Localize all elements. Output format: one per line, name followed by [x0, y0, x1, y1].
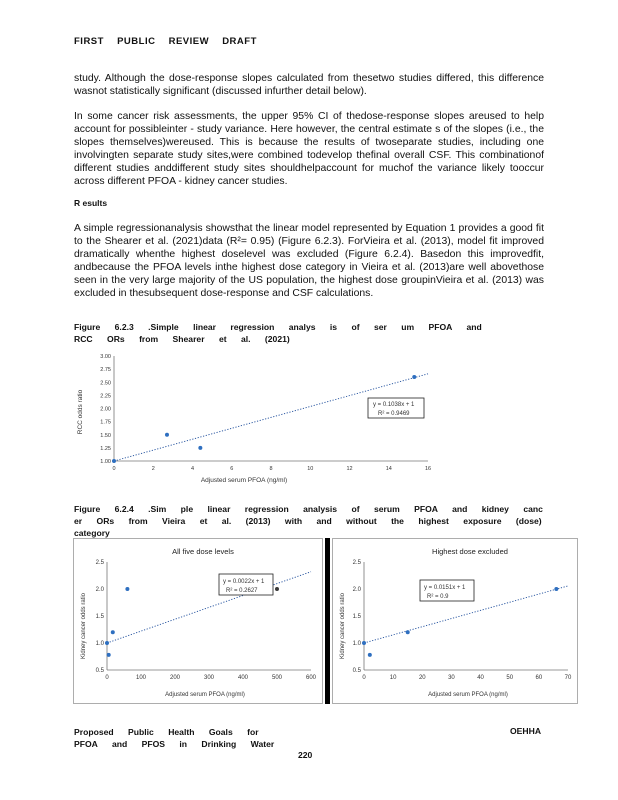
- fig1-data-point: [112, 459, 116, 463]
- fig2b-x-tick-label: 60: [535, 675, 543, 681]
- fig2a-x-tick-label: 0: [105, 675, 109, 681]
- fig2a-x-tick-label: 300: [203, 675, 215, 681]
- fig1-y-tick-label: 1.75: [100, 419, 111, 426]
- fig1-y-tick-label: 1.00: [100, 459, 111, 465]
- fig1-x-tick-label: 14: [385, 466, 392, 472]
- fig2b-y-tick-label: 0.5: [352, 668, 361, 674]
- fig1-y-tick-label: 2.75: [100, 367, 111, 374]
- fig2a-data-point: [105, 641, 109, 645]
- figure-6-2-4-caption: Figure 6.2.4 .Sim ple linear regression analysis of serum PFOA and kidney canc er ORs from Vieira et al. (2013) with and without the highest exposure (dose) category: [74, 504, 543, 538]
- fig2a-y-tick-label: 1.0: [95, 641, 104, 647]
- fig2a-x-tick-label: 100: [135, 675, 147, 681]
- footer-line-1: Proposed Public Health Goals for: [74, 727, 259, 737]
- fig2b-x-tick-label: 30: [448, 675, 455, 681]
- fig2-left-equation: y = 0.0022x + 1: [223, 579, 265, 585]
- paragraph-1: study. Although the dose-response slopes calculated from thesetwo studies differed, this difference wasnot statistically significant (discussed infurther detail below).: [74, 73, 544, 97]
- fig1-y-tick-label: 1.50: [100, 432, 111, 439]
- fig2a-y-tick-label: 2.5: [95, 560, 104, 566]
- fig2a-data-point: [275, 587, 279, 591]
- fig2a-x-tick-label: 600: [305, 675, 317, 681]
- fig2b-x-tick-label: 10: [389, 675, 397, 681]
- fig1-marks: [112, 374, 428, 463]
- fig2-left-xlabel: Adjusted serum PFOA (ng/ml): [165, 692, 245, 698]
- fig1-r2: R² = 0.9469: [378, 411, 410, 417]
- fig2b-data-point: [368, 653, 372, 657]
- fig2a-data-point: [111, 630, 115, 634]
- fig2-left-title: All five dose levels: [172, 547, 234, 556]
- fig2-right-title: Highest dose excluded: [432, 547, 508, 556]
- fig2b-y-tick-label: 2.5: [352, 560, 361, 566]
- figure-6-2-4-left-chart: [73, 538, 323, 704]
- fig2a-data-point: [125, 587, 129, 591]
- fig2b-x-tick-label: 50: [506, 675, 514, 681]
- figure-6-2-3-caption: Figure 6.2.3 .Simple linear regression analys is of ser um PFOA and RCC ORs from Shearer et al. (2021): [74, 322, 482, 344]
- fig2-right-xlabel: Adjusted serum PFOA (ng/ml): [428, 692, 508, 698]
- fig1-y-tick-label: 3.00: [100, 354, 111, 360]
- fig2a-x-tick-label: 200: [169, 675, 181, 681]
- fig2a-y-tick-label: 0.5: [95, 668, 104, 674]
- figure-6-2-3-chart: [76, 348, 456, 488]
- results-heading: R esults: [74, 198, 108, 208]
- fig2b-x-tick-label: 0: [362, 675, 366, 681]
- fig2a-x-tick-label: 500: [271, 675, 283, 681]
- fig1-data-point: [198, 446, 202, 450]
- fig2a-data-point: [107, 653, 111, 657]
- fig2b-data-point: [362, 641, 366, 645]
- fig2b-data-point: [554, 587, 558, 591]
- fig2b-x-tick-label: 40: [477, 675, 484, 681]
- fig1-x-tick-label: 8: [269, 466, 273, 472]
- fig1-y-tick-label: 2.25: [100, 393, 111, 400]
- fig1-equation: y = 0.1038x + 1: [373, 402, 415, 408]
- fig2b-y-tick-label: 2.0: [352, 587, 361, 593]
- fig1-x-tick-label: 12: [346, 466, 353, 472]
- fig1-x-tick-label: 2: [151, 466, 155, 472]
- paragraph-3: A simple regressionanalysis showsthat the linear model represented by Equation 1 provides a good fit to the Shearer et al. (2021)data (R²= 0.95) (Figure 6.2.3). ForVieira et al. (2013), model fit improved dramatically whenthe highest doselevel was excluded (Figure 6.2.4). Basedon this improvedfit, andbecause the PFOA levels inthe highest dose category in Vieira et al. (2013)are well abovethose seen in the very large majority of the US population, the highest dose groupinVieira et al. (2013) was excluded in thesubsequent dose-response and CSF calculations.: [74, 223, 544, 299]
- fig1-y-tick-label: 2.00: [100, 406, 111, 413]
- fig2b-data-point: [406, 630, 410, 634]
- fig2a-y-tick-label: 1.5: [95, 614, 104, 620]
- fig2b-x-tick-label: 20: [418, 675, 426, 681]
- paragraph-2: In some cancer risk assessments, the upper 95% CI of thedose-response slopes areused to help account for possibleinter - study variance. Here however, the central estimate s of the slopes (i.e., the slopes themselves)wereused. This is because the results of twoseparate studies, including one involvingten separate study sites,were combined todevelop thefinal overall CSF. This combinationof different studies anddifferent study sites shouldhelpaccount for muchof the variance likely tooccur across different PFOA - kidney cancer studies.: [74, 111, 544, 187]
- fig2-left-r2: R² = 0.2627: [226, 588, 258, 594]
- fig2b-y-tick-label: 1.0: [352, 641, 361, 647]
- fig1-x-tick-label: 4: [190, 466, 195, 472]
- footer-agency: OEHHA: [510, 726, 542, 736]
- fig2-left-ylabel: Kidney cancer odds ratio: [81, 592, 87, 660]
- fig1-data-point: [412, 375, 416, 379]
- running-header: FIRST PUBLIC REVIEW DRAFT: [74, 36, 257, 47]
- panel-divider: [325, 538, 330, 704]
- fig1-y-tick-label: 1.25: [100, 445, 111, 452]
- fig2b-y-tick-label: 1.5: [352, 614, 361, 620]
- fig1-y-tick-label: 2.50: [100, 380, 111, 387]
- fig1-x-tick-label: 6: [230, 466, 234, 472]
- fig2a-x-tick-label: 400: [237, 675, 249, 681]
- figure-6-2-4-right-chart: [332, 538, 578, 704]
- fig1-x-tick-label: 10: [307, 466, 314, 472]
- fig1-data-point: [165, 433, 169, 437]
- fig1-ylabel: RCC odds ratio: [77, 389, 84, 435]
- fig1-xlabel: Adjusted serum PFOA (ng/ml): [200, 477, 288, 484]
- fig2a-y-tick-label: 2.0: [95, 587, 104, 593]
- fig1-x-tick-label: 16: [424, 466, 432, 472]
- page-number: 220: [298, 750, 313, 760]
- fig1-x-tick-label: 0: [112, 466, 116, 472]
- fig2-right-ylabel: Kidney cancer odds ratio: [340, 592, 346, 660]
- fig2-right-r2: R² = 0.9: [427, 594, 449, 600]
- footer-line-2: PFOA and PFOS in Drinking Water: [74, 739, 275, 749]
- fig2-right-equation: y = 0.0151x + 1: [424, 585, 466, 591]
- fig2b-x-tick-label: 70: [564, 675, 572, 681]
